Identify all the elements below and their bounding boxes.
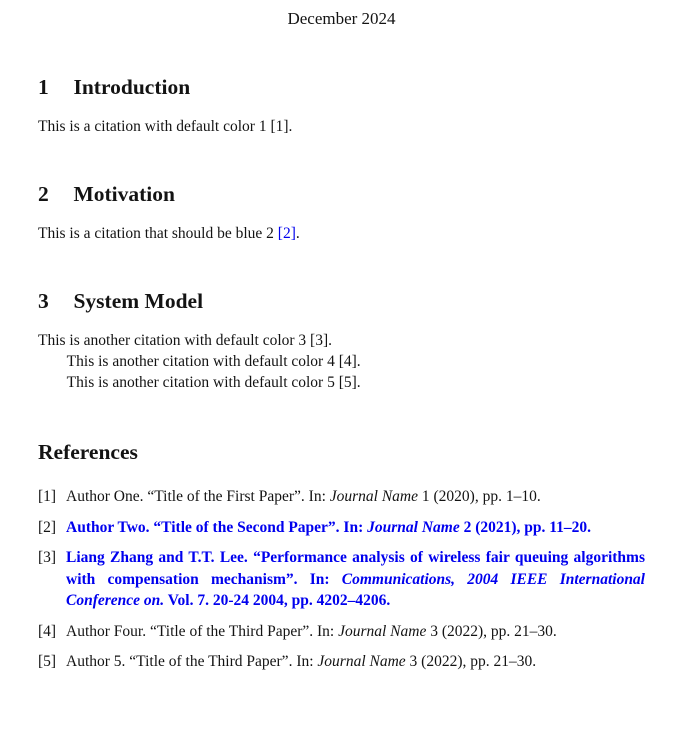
citation-link-3[interactable]: [3] (310, 332, 329, 349)
paragraph-text: This is another citation with default color 3 (38, 332, 311, 349)
citation-link-2[interactable]: [2] (277, 225, 296, 242)
reference-item-3 (38, 547, 645, 612)
section-title: Motivation (73, 182, 175, 206)
paragraph-text: . (288, 118, 293, 135)
reference-label: [3] (38, 549, 57, 566)
reference-item-4 (38, 621, 645, 643)
reference-text (66, 653, 536, 670)
reference-text (66, 519, 591, 536)
citation-link-1[interactable]: [1] (270, 118, 289, 135)
reference-segment: Author Four. “Title of the Third Paper”. In: (66, 622, 339, 640)
reference-item-2 (38, 517, 645, 539)
paragraph-system-model-2 (38, 351, 645, 372)
reference-segment: Author 5. “Title of the Third Paper”. In: (66, 653, 318, 670)
section-heading-system-model (38, 288, 645, 314)
paragraph-intro (38, 116, 645, 137)
reference-text (66, 623, 557, 640)
reference-item-1 (38, 486, 645, 508)
reference-journal: Communications, 2004 IEEE International Conference on. (66, 570, 645, 609)
reference-segment: Author Two. “Title of the Second Paper”. In: (66, 518, 368, 536)
paragraph-text: . (328, 332, 332, 349)
section-title: Introduction (73, 75, 191, 99)
section-heading-motivation (38, 181, 645, 207)
paragraph-system-model-1 (38, 330, 645, 351)
section-number: 1 (38, 75, 49, 99)
citation-link-4[interactable]: [4] (338, 353, 357, 370)
reference-segment: 3 (2022), pp. 21–30. (426, 622, 557, 640)
reference-journal: Journal Name (338, 622, 427, 640)
section-heading-introduction (38, 74, 645, 100)
paragraph-text: This is a citation that should be blue 2 (38, 225, 278, 242)
document-date: December 2024 (287, 9, 396, 28)
section-title: System Model (73, 289, 204, 313)
reference-label: [2] (38, 518, 57, 536)
paragraph-motivation (38, 223, 645, 244)
reference-item-5 (38, 651, 645, 673)
reference-label: [4] (38, 622, 57, 640)
reference-label: [1] (38, 488, 57, 505)
reference-journal: Journal Name (367, 518, 460, 536)
reference-journal: Journal Name (317, 653, 406, 670)
citation-link-5[interactable]: [5] (338, 374, 357, 391)
section-number: 3 (38, 289, 49, 313)
references-heading: References (38, 440, 138, 464)
paragraph-text: . (295, 225, 300, 242)
paragraph-text: . (356, 353, 361, 370)
section-number: 2 (38, 182, 49, 206)
paragraph-text: This is another citation with default color 5 (66, 374, 339, 391)
reference-segment: Liang Zhang and T.T. Lee. “Performance analysis of wireless fair queuing algorithms with compensation mechanism”. In: (66, 549, 645, 588)
paragraph-system-model-3 (38, 372, 645, 393)
reference-segment: 3 (2022), pp. 21–30. (405, 653, 537, 670)
paragraph-text: This is a citation with default color 1 (38, 118, 271, 135)
reference-text (66, 488, 541, 505)
reference-label: [5] (38, 653, 57, 670)
reference-segment: Vol. 7. 20-24 2004, pp. 4202–4206. (164, 592, 391, 609)
paragraph-text: . (356, 374, 361, 391)
reference-segment: 2 (2021), pp. 11–20. (459, 518, 592, 536)
reference-text (66, 549, 645, 609)
reference-journal: Journal Name (329, 488, 419, 505)
paragraph-text: This is another citation with default color 4 (66, 353, 339, 370)
reference-segment: Author One. “Title of the First Paper”. In: (66, 488, 330, 505)
reference-segment: 1 (2020), pp. 1–10. (418, 488, 541, 505)
